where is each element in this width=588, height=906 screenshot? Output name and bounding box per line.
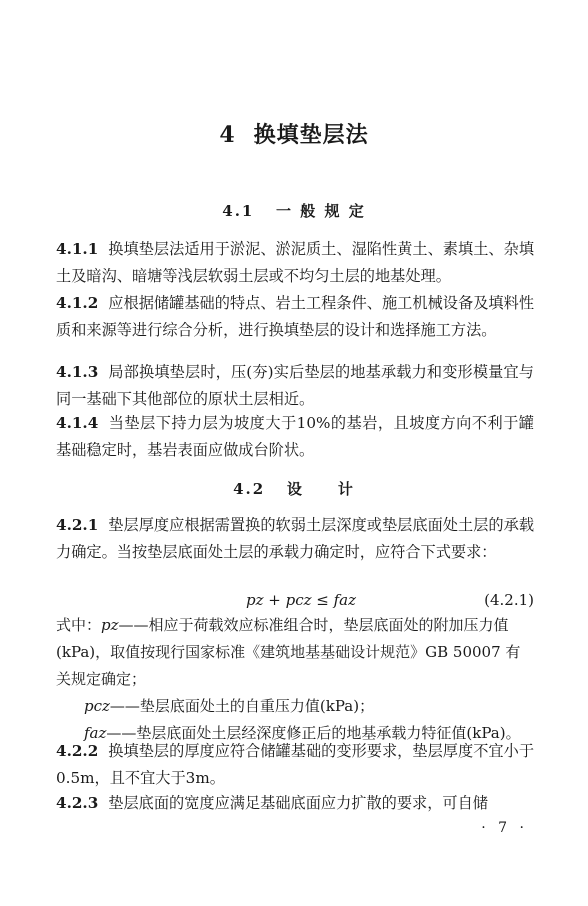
clause-number: 4.1.4 [56, 414, 99, 432]
formula-expression: pz + pcz ≤ faz [246, 591, 357, 609]
symbol-faz: faz [84, 724, 107, 742]
section-number: 4.2 [233, 480, 266, 498]
page-number: · 7 · [481, 820, 528, 836]
clause-4-1-1 [56, 236, 534, 290]
section-title-4-2 [0, 478, 588, 499]
clause-text: 应根据储罐基础的特点、岩土工程条件、施工机械设备及填料性质和来源等进行综合分析，进行换填垫层的设计和选择施工方法。 [56, 294, 534, 339]
clause-4-1-2 [56, 290, 534, 344]
where-block [56, 612, 534, 747]
section-title-text: 设 计 [286, 480, 355, 498]
clause-4-2-1 [56, 512, 534, 566]
definition-dash: —— [118, 616, 149, 634]
clause-number: 4.2.1 [56, 516, 99, 534]
clause-text: 当垫层下持力层为坡度大于10%的基岩，且坡度方向不利于罐基础稳定时，基岩表面应做成台阶状。 [56, 414, 534, 459]
chapter-title-text: 换填垫层法 [253, 122, 369, 148]
symbol-pz: pz [101, 616, 119, 634]
clause-number: 4.2.2 [56, 742, 99, 760]
chapter-title [0, 118, 588, 149]
clause-text: 换填垫层的厚度应符合储罐基础的变形要求，垫层厚度不宜小于0.5m，且不宜大于3m。 [56, 742, 534, 787]
clause-text: 垫层底面的宽度应满足基础底面应力扩散的要求，可自储 [108, 794, 488, 812]
clause-number: 4.1.3 [56, 363, 99, 381]
definition-text: 垫层底面处土的自重压力值(kPa)； [139, 697, 375, 715]
clause-text: 局部换填垫层时，压(夯)实后垫层的地基承载力和变形模量宜与同一基础下其他部位的原状土层相近。 [56, 363, 534, 408]
chapter-number: 4 [219, 122, 236, 148]
clause-4-2-3 [56, 790, 534, 817]
where-lead: 式中： [56, 616, 102, 634]
clause-text: 换填垫层法适用于淤泥、淤泥质土、湿陷性黄土、素填土、杂填土及暗沟、暗塘等浅层软弱土层或不均匀土层的地基处理。 [56, 240, 534, 285]
definition-text: 垫层底面处土层经深度修正后的地基承载力特征值(kPa)。 [136, 724, 521, 742]
definition-text: 相应于荷载效应标准组合时，垫层底面处的附加压力值(kPa)，取值按现行国家标准《建筑地基基础设计规范》GB 50007 有关规定确定； [56, 616, 521, 688]
clause-text: 垫层厚度应根据需置换的软弱土层深度或垫层底面处土层的承载力确定。当按垫层底面处土层的承载力确定时，应符合下式要求： [56, 516, 534, 561]
symbol-pcz: pcz [84, 697, 110, 715]
where-item-pz [56, 612, 534, 693]
clause-4-1-3 [56, 359, 534, 413]
clause-number: 4.1.1 [56, 240, 99, 258]
definition-dash: —— [106, 724, 137, 742]
clause-4-1-4 [56, 410, 534, 464]
clause-number: 4.2.3 [56, 794, 99, 812]
formula-number: (4.2.1) [484, 591, 534, 609]
section-number: 4.1 [222, 202, 255, 220]
clause-number: 4.1.2 [56, 294, 99, 312]
definition-dash: —— [109, 697, 140, 715]
section-title-4-1 [0, 200, 588, 221]
where-item-pcz [56, 693, 534, 720]
section-title-text: 一 般 规 定 [276, 202, 366, 220]
clause-4-2-2 [56, 738, 534, 792]
